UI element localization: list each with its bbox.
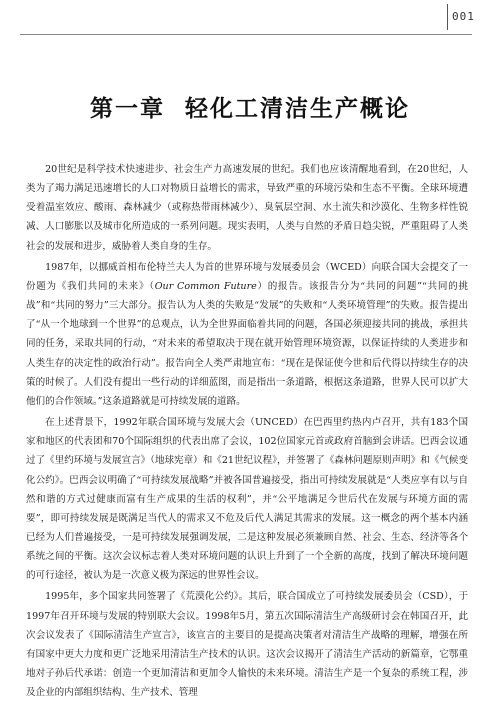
chapter-number: 第一章 [90, 96, 165, 122]
page-number: 001 [452, 10, 475, 23]
paragraph-4: 1995年，多个国家共同签署了《荒漠化公约》。其后，联合国成立了可持续发展委员会（CSD），于1997年召开环境与发展的特别联大会议。1998年5月，第五次国际清洁生产高级研讨会在韩国召开，此次会议发表了《国际清洁生产宣言》，该宣言的主要目的是提高决策者对清洁生产战略的理解，增强在所有国家中更大力度和更广泛地采用清洁生产技术的认识。这次会议揭开了清洁生产活动的新篇章，它鄂重地对子孙后代承诺：创造一个更加清洁和更加令人愉快的未来环境。清洁生产是一个复杂的系统工程，涉及企业的内部组织结构、生产技术、管理 [26, 591, 468, 699]
chapter-title: 轻化工清洁生产概论 [185, 96, 410, 122]
header-rule [20, 0, 472, 35]
chapter-heading [0, 90, 500, 123]
chapter-body [26, 160, 468, 702]
paragraph-1: 20世纪是科学技术快速进步、社会生产力高速发展的世纪。我们也应该清醒地看到，在20世纪，人类为了竭力满足迅速增长的人口对物质日益增长的需求，导致严重的环境污染和生态不平衡。全球环境遭受着温室效应、酸雨、森林减少（或称热带雨林减少）、臭氧层空洞、水土流失和沙漠化、生物多样性锐减、人口膨胀以及城市化所造成的一系列问题。现实表明，人类与自然的矛盾日趋尖锐，严重阻碍了人类社会的发展和进步，威胁着人类自身的生存。 [26, 164, 468, 252]
paragraph-2-part-1: 1987年，以挪威首相布伦特兰夫人为首的世界环境与发展委员会（WCED）向联合国大会提交了一份题为《我们共同的未来》（ [26, 261, 468, 292]
book-title-english: Our Common Future [154, 280, 257, 292]
header-separator [447, 4, 448, 30]
paragraph-2 [26, 258, 468, 411]
paragraph-3: 在上述背景下，1992年联合国环境与发展大会（UNCED）在巴西里约热内卢召开，共有183个国家和地区的代表团和70个国际组织的代表出席了会议，102位国家元首或政府首脑到会讲话。巴西会议通过了《里约环境与发展宣言》（地球宪章）和《21世纪议程》，并签署了《森林问题原则声明》和《气候变化公约》。巴西会议明确了“可持续发展战略”并被各国普遍接受，指出可持续发展就是“人类应享有以与自然和谐的方式过健康而富有生产成果的生活的权利”，并“公平地满足今世后代在发展与环境方面的需要”，即可持续发展是既满足当代人的需求又不危及后代人满足其需求的发展。这一概念的两个基本内涵已经为人们普遍接受，一是可持续发展强调发展，二是这种发展必须兼顾自然、社会、生态、经济等各个系统之间的平衡。这次会议标志着人类对环境问题的认识上升到了一个全新的高度，找到了解决环境问题的可行途径，被认为是一次意义极为深远的世界性会议。 [26, 417, 468, 582]
paragraph-2-part-2: ）的报告。该报告分为“共同的问题”“共同的挑战”和“共同的努力”三大部分。报告认为人类的失败是“发展”的失败和“人类环境管理”的失败。报告提出了“从一个地球到一个世界”的总观点，认为全世界面临着共同的问题，各国必须迎接共同的挑战，承担共同的任务，采取共同的行动，“对未来的希望取决于现在就开始管理环境资源，以保证持续的人类进步和人类生存的决定性的政治行动”。报告向全人类严肃地宣布：“现在是保证使今世和后代得以持续生存的决策的时候了。人们没有提出一些行动的详细蓝图，而是指出一条道路，根据这条道路，世界人民可以扩大他们的合作领域。”这条道路就是可持续发展的道路。 [26, 280, 468, 407]
